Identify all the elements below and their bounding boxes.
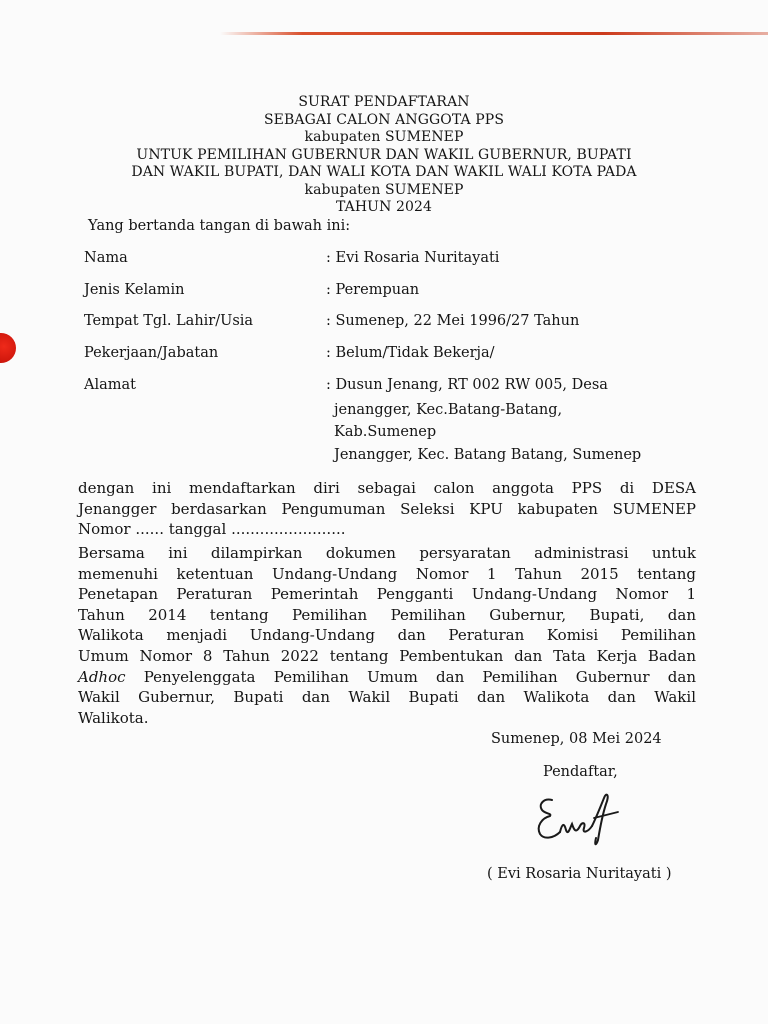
place-date: Sumenep, 08 Mei 2024 (491, 731, 662, 747)
handwritten-signature (530, 788, 630, 850)
address-line: jenangger, Kec.Batang-Batang, (334, 402, 563, 418)
address-line: Kab.Sumenep (334, 424, 437, 440)
paragraph-line: Walikota menjadi Undang-Undang dan Peraturan Komisi Pemilihan (78, 626, 696, 645)
paragraph-line (78, 667, 696, 688)
paragraph-line: Nomor ...... tanggal ........................ (78, 520, 346, 539)
heading-line: DAN WAKIL BUPATI, DAN WALI KOTA DAN WAKIL WALI KOTA PADA (131, 164, 637, 180)
birth-value: : Sumenep, 22 Mei 1996/27 Tahun (326, 313, 580, 329)
paragraph-line: Bersama ini dilampirkan dokumen persyaratan administrasi untuk (78, 544, 696, 562)
name-label: Nama (84, 250, 128, 266)
paragraph-line: Walikota. (78, 708, 149, 727)
gender-value: : Perempuan (326, 282, 420, 298)
heading-line: SEBAGAI CALON ANGGOTA PPS (263, 111, 505, 128)
attachment-paragraph (78, 543, 696, 728)
heading-line: TAHUN 2024 (335, 199, 433, 215)
heading-line: kabupaten SUMENEP (304, 129, 464, 145)
paragraph-line-rest: Penyelenggata Pemilihan Umum dan Pemilihan Gubernur dan (125, 667, 696, 686)
address-line: Jenangger, Kec. Batang Batang, Sumenep (334, 447, 642, 463)
birth-label: Tempat Tgl. Lahir/Usia (84, 313, 254, 329)
paragraph-line: memenuhi ketentuan Undang-Undang Nomor 1 Tahun 2015 tentang (78, 564, 696, 583)
paragraph-line: Wakil Gubernur, Bupati dan Wakil Bupati dan Walikota dan Wakil (78, 688, 696, 707)
paragraph-line: dengan ini mendaftarkan diri sebagai calon anggota PPS di DESA (78, 479, 696, 497)
punch-hole-mark (0, 333, 16, 363)
heading-line: SURAT PENDAFTARAN (298, 94, 470, 110)
occupation-label: Pekerjaan/Jabatan (84, 345, 219, 361)
heading-line: kabupaten SUMENEP (304, 181, 464, 198)
name-value: : Evi Rosaria Nuritayati (326, 250, 500, 266)
gender-label: Jenis Kelamin (84, 282, 185, 298)
heading-line: UNTUK PEMILIHAN GUBERNUR DAN WAKIL GUBERNUR, BUPATI (136, 146, 632, 163)
registrant-role: Pendaftar, (543, 764, 618, 780)
adhoc-italic: Adhoc (78, 667, 126, 686)
address-value: : Dusun Jenang, RT 002 RW 005, Desa (326, 377, 608, 393)
occupation-value: : Belum/Tidak Bekerja/ (326, 345, 495, 361)
address-label: Alamat (84, 377, 136, 393)
paragraph-line: Jenangger berdasarkan Pengumuman Seleksi KPU kabupaten SUMENEP (78, 499, 696, 518)
intro-text: Yang bertanda tangan di bawah ini: (88, 218, 351, 234)
paragraph-line: Tahun 2014 tentang Pemilihan Pemilihan Gubernur, Bupati, dan (78, 605, 696, 624)
paragraph-line: Penetapan Peraturan Pemerintah Pengganti Undang-Undang Nomor 1 (78, 585, 696, 604)
registration-paragraph (78, 478, 696, 540)
document-heading (0, 94, 768, 217)
paper-edge-mark (220, 32, 768, 35)
signer-name: ( Evi Rosaria Nuritayati ) (487, 866, 672, 882)
paragraph-line: Umum Nomor 8 Tahun 2022 tentang Pembentukan dan Tata Kerja Badan (78, 646, 696, 665)
